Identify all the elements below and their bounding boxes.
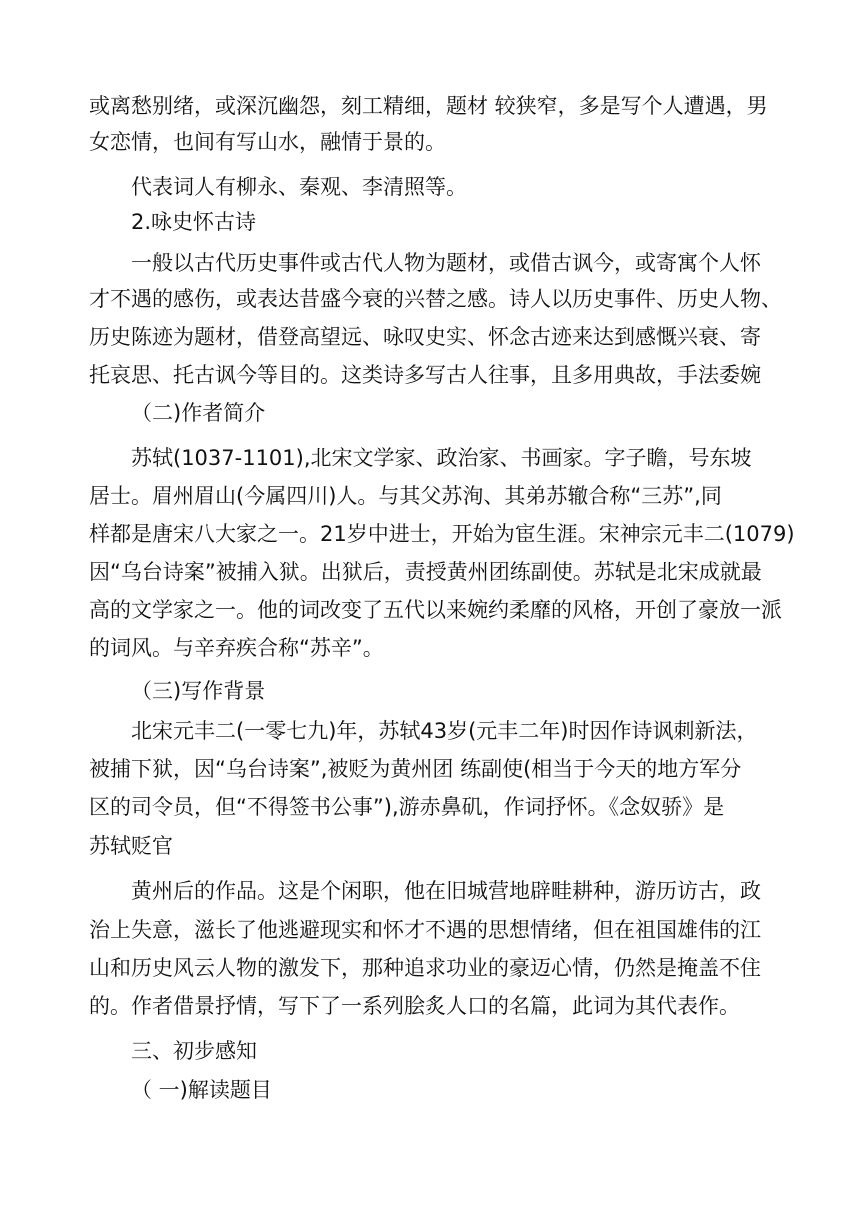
section-heading: （三)写作背景 xyxy=(131,679,266,703)
text-line: 或离愁别绪，或深沉幽怨，刻工精细，题材 较狭窄，多是写个人遭遇，男 xyxy=(89,94,768,118)
text-line: 一般以古代历史事件或古代人物为题材，或借古讽今，或寄寓个人怀 xyxy=(131,251,761,275)
text-line: 北宋元丰二(一零七九)年，苏轼43岁(元丰二年)时因作诗讽刺新法， xyxy=(131,719,758,743)
text-line: 样都是唐宋八大家之一。21岁中进士，开始为宦生涯。宋神宗元丰二(1079) xyxy=(89,522,795,546)
text-line: 苏轼贬官 xyxy=(89,834,173,858)
text-line: 居士。眉州眉山(今属四川)人。与其父苏洵、其弟苏辙合称“三苏”,同 xyxy=(89,484,722,508)
text-line: 苏轼(1037-1101),北宋文学家、政治家、书画家。字子瞻，号东坡 xyxy=(131,446,752,470)
text-line: 高的文学家之一。他的词改变了五代以来婉约柔靡的风格，开创了豪放一派 xyxy=(89,598,782,622)
text-line: 的。作者借景抒情，写下了一系列脍炙人口的名篇，此词为其代表作。 xyxy=(89,994,740,1018)
text-line: 托哀思、托古讽今等目的。这类诗多写古人往事，且多用典故，手法委婉 xyxy=(89,363,761,387)
text-line: 区的司令员，但“不得签书公事”),游赤鼻矶，作词抒怀。《念奴骄》是 xyxy=(89,795,725,819)
text-line: 女恋情，也间有写山水，融情于景的。 xyxy=(89,130,446,154)
section-heading: 三、初步感知 xyxy=(131,1039,257,1063)
section-heading: 2.咏史怀古诗 xyxy=(131,210,257,234)
text-line: 因“乌台诗案”被捕入狱。出狱后，责授黄州团练副使。苏轼是北宋成就最 xyxy=(89,560,762,584)
text-line: 历史陈迹为题材，借登高望远、咏叹史实、怀念古迹来达到感慨兴衰、寄 xyxy=(89,325,761,349)
text-line: 被捕下狱，因“乌台诗案”,被贬为黄州团 练副使(相当于今天的地方军分 xyxy=(89,757,742,781)
text-line: 的词风。与辛弃疾合称“苏辛”。 xyxy=(89,636,384,660)
section-heading: （ 一)解读题目 xyxy=(131,1078,272,1102)
text-line: 山和历史风云人物的激发下，那种追求功业的豪迈心情，仍然是掩盖不住 xyxy=(89,956,761,980)
section-heading: （二)作者简介 xyxy=(131,401,266,425)
text-line: 代表词人有柳永、秦观、李清照等。 xyxy=(131,175,467,199)
text-line: 治上失意，滋长了他逃避现实和怀才不遇的思想情绪，但在祖国雄伟的江 xyxy=(89,918,761,942)
text-line: 才不遇的感伤，或表达昔盛今衰的兴替之感。诗人以历史事件、历史人物、 xyxy=(89,287,782,311)
text-line: 黄州后的作品。这是个闲职，他在旧城营地辟畦耕种，游历访古，政 xyxy=(131,879,761,903)
